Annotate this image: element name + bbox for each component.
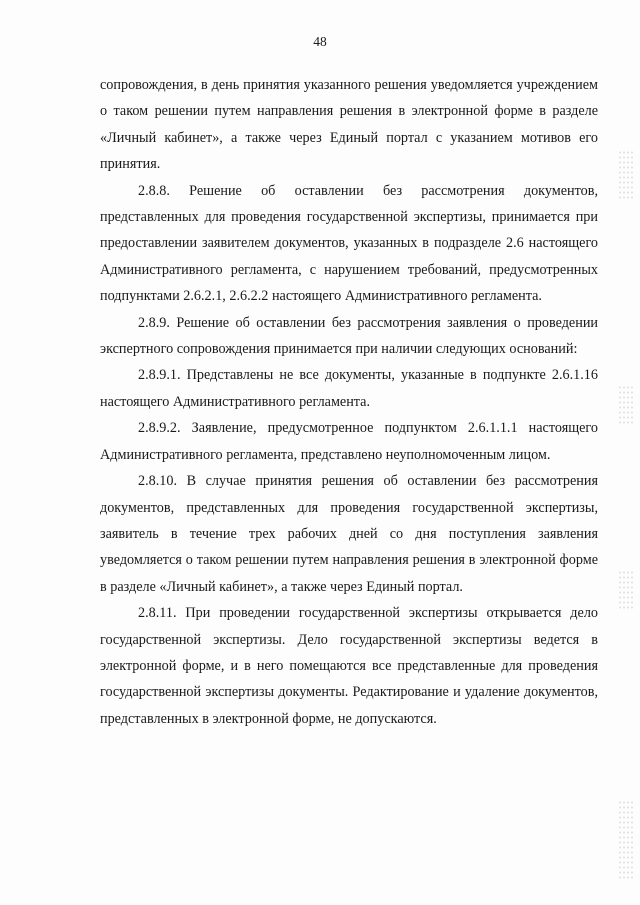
scan-speckle-bottom (618, 800, 634, 880)
paragraph-2-8-9-1: 2.8.9.1. Представлены не все документы, указанные в подпункте 2.6.1.16 настоящего Административного регламента. (100, 367, 598, 410)
paragraph-2-8-8: 2.8.8. Решение об оставлении без рассмотрения документов, представленных для проведения государственной экспертизы, принимается при предоставлении заявителем документов, указанных в подразделе 2.6 настоящего Административного регламента, с нарушением требований, предусмотренных подпунктами 2.6.2.1, 2.6.2.2 настоящего Административного регламента. (100, 182, 598, 305)
paragraph-2-8-10: 2.8.10. В случае принятия решения об оставлении без рассмотрения документов, представленных для проведения государственной экспертизы, заявитель в течение трех рабочих дней со дня поступления заявления уведомляется о таком решении путем направления решения в электронной форме в разделе «Личный кабинет», а также через Единый портал. (100, 473, 598, 595)
paragraph-2-8-9: 2.8.9. Решение об оставлении без рассмотрения заявления о проведении экспертного сопровождения принимается при наличии следующих оснований: (100, 314, 598, 358)
scan-speckle-lower (618, 570, 634, 610)
document-body (100, 72, 598, 732)
scan-speckle-top (618, 150, 634, 200)
paragraph-2-8-11: 2.8.11. При проведении государственной экспертизы открывается дело государственной экспертизы. Дело государственной экспертизы ведется в электронной форме, и в него помещаются все представленные для проведения государственной экспертизы документы. Редактирование и удаление документов, представленных в электронной форме, не допускаются. (100, 605, 598, 727)
paragraph-continuation: сопровождения, в день принятия указанного решения уведомляется учреждением о таком решении путем направления решения в электронной форме в разделе «Личный кабинет», а также через Единый портал с указанием мотивов его принятия. (100, 77, 598, 173)
scan-speckle-middle (618, 385, 634, 425)
paragraph-2-8-9-2: 2.8.9.2. Заявление, предусмотренное подпунктом 2.6.1.1.1 настоящего Административного регламента, представлено неуполномоченным лицом. (100, 420, 598, 463)
page-number: 48 (313, 34, 327, 49)
